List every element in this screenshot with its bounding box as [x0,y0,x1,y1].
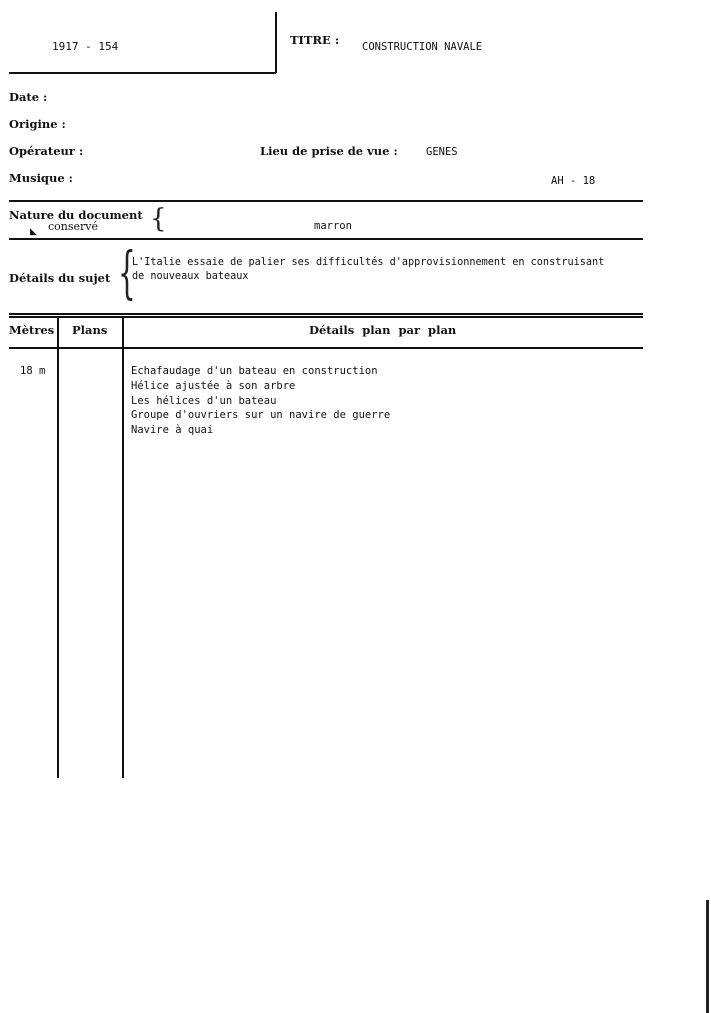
separator-line-2 [9,238,643,240]
column-header-plans: Plans [72,323,108,337]
nature-brace: { [150,204,167,234]
table-top-line-b [9,316,643,318]
column-divider-1 [57,318,59,778]
document-reference: 1917 - 154 [52,40,119,53]
nature-label-conserve: conservé [48,220,99,233]
detail-line: Groupe d'ouvriers sur un navire de guerre [131,409,391,422]
mark-icon: ◣ [30,227,37,237]
table-top-line-a [9,313,643,315]
column-divider-2 [122,318,124,778]
sujet-text-line1: L'Italie essaie de palier ses difficultés d'approvisionnement en construisant [132,257,605,268]
table-header-bottom-line [9,347,643,349]
lieu-label: Lieu de prise de vue : [260,144,398,158]
sujet-label: Détails du sujet [9,271,111,285]
operateur-label: Opérateur : [9,144,84,158]
sujet-text-line2: de nouveaux bateaux [132,271,249,282]
musique-label: Musique : [9,171,73,185]
date-label: Date : [9,90,48,104]
column-header-details: Détails plan par plan [309,323,457,337]
document-code: AH - 18 [551,175,596,187]
detail-line: Echafaudage d'un bateau en construction [131,365,378,377]
nature-label: Nature du document [9,208,143,222]
origine-label: Origine : [9,117,66,131]
detail-line: Hélice ajustée à son arbre [131,379,296,392]
header-box-bottom-border [9,72,276,74]
detail-line: Les hélices d'un bateau [131,394,277,407]
separator-line-1 [9,200,643,202]
sujet-brace: { [118,241,136,306]
column-header-metres: Mètres [9,323,55,337]
detail-line: Navire à quai [131,424,214,437]
title-label: TITRE : [290,33,340,47]
nature-value: marron [314,220,352,232]
title-value: CONSTRUCTION NAVALE [362,41,483,53]
lieu-value: GENES [426,146,458,158]
metres-value: 18 m [20,365,46,377]
details-list [131,364,390,438]
header-box-right-border [275,12,277,73]
page-edge [706,900,709,1013]
